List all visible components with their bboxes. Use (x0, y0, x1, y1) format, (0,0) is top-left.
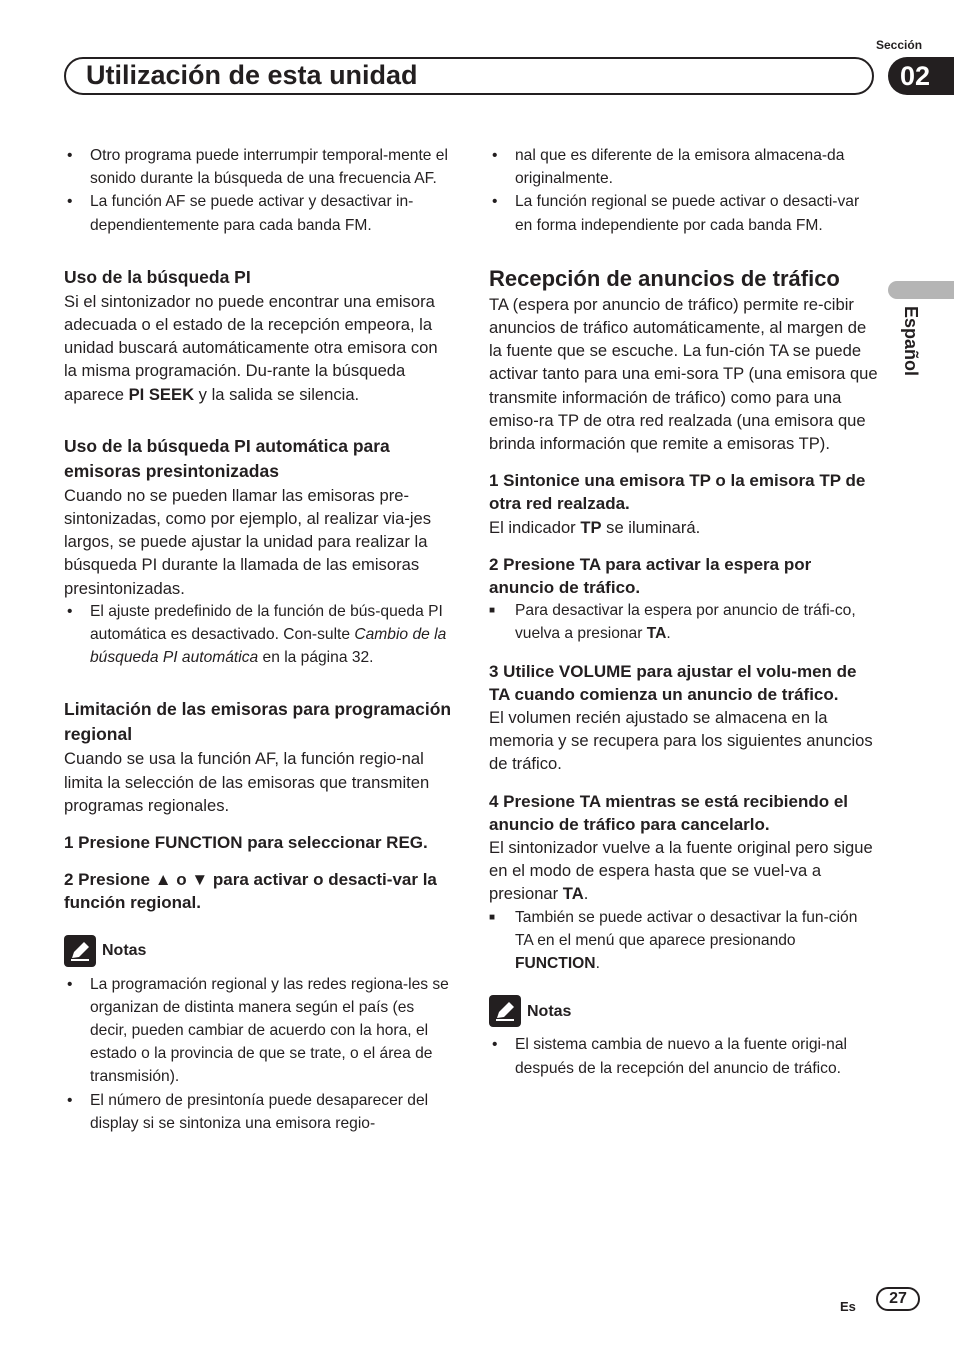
page-number: 27 (876, 1287, 920, 1311)
note-item: ■ También se puede activar o desactivar la fun-ción TA en el menú que aparece presionando FUNCTION. (489, 906, 879, 976)
heading-pi-search: Uso de la búsqueda PI (64, 266, 251, 287)
section-label: Sección (876, 38, 923, 52)
step-4: 4 Presione TA mientras se está recibiendo el anuncio de tráfico para cancelarlo. (489, 791, 849, 834)
step-1: 1 Sintonice una emisora TP o la emisora TP de otra red realzada. (489, 471, 866, 514)
paragraph: TA (espera por anuncio de tráfico) permite re-cibir anuncios de tráfico automáticamente, al margen de la fuente que se escuche. La fun-ción TA se puede activar tanto para una emi-sora TP (una emisora que transmite información de tráfico) como para una emiso-ra TP de otra red realzada (una emisora que brinda información que remite a emisoras TP). (489, 294, 878, 454)
page-title-bar (64, 57, 874, 95)
right-column (489, 144, 879, 1080)
paragraph: Cuando no se pueden llamar las emisoras pre-sintonizadas, como por ejemplo, al realizar via-jes largos, se puede ajustar la unidad para realizar la búsqueda PI durante la llamada de las emisoras presintonizadas. (64, 485, 432, 598)
notes-heading: Notas (489, 995, 879, 1027)
step-2: 2 Presione TA para activar la espera por anuncio de tráfico. (489, 554, 812, 598)
list-item: • La programación regional y las redes regiona-les se organizan de distinta manera según el país (es decir, pueden cambiar de acuerdo con la hora, el estado o la provincia de que se trate, o el área de transmisión). (64, 973, 454, 1089)
heading-traffic: Recepción de anuncios de tráfico (489, 265, 840, 291)
page-title: Utilización de esta unidad (86, 60, 418, 90)
paragraph: Cuando se usa la función AF, la función regio-nal limita la selección de las emisoras que transmiten programas regionales. (64, 749, 430, 815)
paragraph: El volumen recién ajustado se almacena en la memoria y se recupera para los siguientes anuncios de tráfico. (489, 708, 873, 774)
list-item: • El ajuste predefinido de la función de bús-queda PI automática es desactivado. Con-sulte Cambio de la búsqueda PI automática en la página 32. (64, 600, 454, 670)
list-item: • El número de presintonía puede desaparecer del display si se sintoniza una emisora regio- (64, 1089, 454, 1135)
list-item: • La función regional se puede activar o desacti-var en forma independiente por cada banda FM. (489, 190, 879, 236)
section-number: 02 (888, 57, 954, 95)
list-item-continued: • nal que es diferente de la emisora almacena-da originalmente. (489, 144, 879, 190)
paragraph: El sintonizador vuelve a la fuente original pero sigue en el modo de espera hasta que se vuel-va a presionar TA. (489, 838, 873, 904)
list-item: • La función AF se puede activar y desactivar in-dependientemente para cada banda FM. (64, 190, 454, 236)
note-pencil-icon (64, 935, 96, 967)
paragraph: El indicador TP se iluminará. (489, 517, 701, 537)
step-2: 2 Presione ▲ o ▼ para activar o desacti-var la función regional. (64, 870, 437, 913)
list-item: • Otro programa puede interrumpir temporal-mente el sonido durante la búsqueda de una frecuencia AF. (64, 144, 454, 190)
step-3: 3 Utilice VOLUME para ajustar el volu-men de TA cuando comienza un anuncio de tráfico. (489, 661, 857, 704)
note-pencil-icon (489, 995, 521, 1027)
notes-heading: Notas (64, 935, 454, 967)
note-item: ■ Para desactivar la espera por anuncio de tráfi-co, vuelva a presionar TA. (489, 599, 879, 645)
heading-regional: Limitación de las emisoras para programación regional (64, 699, 452, 745)
language-tab (888, 281, 954, 299)
language-label: Español (901, 306, 921, 377)
left-column (64, 144, 454, 1135)
step-1: 1 Presione FUNCTION para seleccionar REG. (64, 833, 428, 853)
heading-pi-auto: Uso de la búsqueda PI automática para emisoras presintonizadas (64, 435, 390, 481)
language-code: Es (840, 1299, 856, 1314)
list-item: • El sistema cambia de nuevo a la fuente origi-nal después de la recepción del anuncio de tráfico. (489, 1033, 879, 1079)
paragraph: Si el sintonizador no puede encontrar una emisora adecuada o el estado de la recepción empeora, la unidad buscará automáticamente otra emisora con la misma programación. Du-rante la búsqueda aparece PI SEEK y la salida se silencia. (64, 291, 438, 404)
